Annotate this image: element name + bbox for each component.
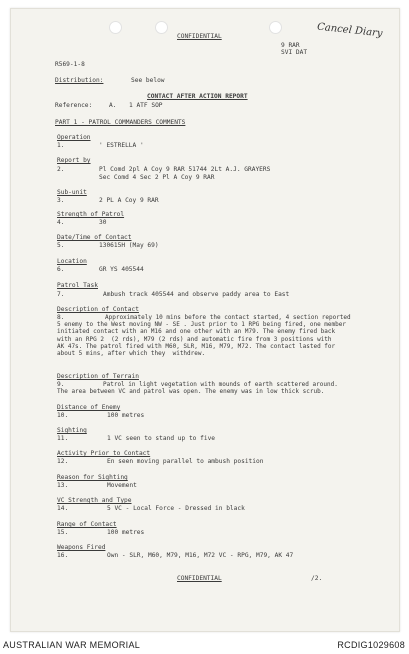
- classification-top: CONFIDENTIAL: [177, 33, 222, 40]
- document-sheet: [10, 8, 400, 632]
- distribution-value: See below: [131, 77, 165, 84]
- contact-description: Approximately 10 mins before the contact started, 4 section reported 5 enemy to the West moving NW - SE . Just prior to 1 RPG being fired, one member initiated contact with an M16 and one other with an M79. The enemy fired back with an RPG 2 (2 rds), M79 (2 rds) and automatic fire from 3 positions with AK 47s. The patrol fired with M60, SLR, M16, M79, M72. The contact lasted for about 5 mins, after which they withdrew.: [57, 314, 351, 358]
- reference-value: 1 ATF SOP: [129, 102, 163, 109]
- section-value-2: Sec Comd 4 Sec 2 Pl A Coy 9 RAR: [99, 174, 215, 181]
- section-value: En seen moving parallel to ambush position: [107, 458, 264, 465]
- section-number: 3.: [57, 197, 65, 204]
- section-heading: Date/Time of Contact: [57, 234, 132, 241]
- unit-line-2: SVI DAT: [281, 49, 308, 56]
- section-number: 14.: [57, 505, 69, 512]
- section-value: 130615H (May 69): [99, 242, 159, 249]
- section-heading: Strength of Patrol: [57, 211, 125, 218]
- section-heading: Sighting: [57, 427, 87, 434]
- section-value: Pl Comd 2pl A Coy 9 RAR 51744 2Lt A.J. GRAYERS: [99, 166, 271, 173]
- section-number: 7.: [57, 291, 65, 298]
- section-number: 15.: [57, 529, 69, 536]
- report-title: CONTACT AFTER ACTION REPORT: [147, 93, 248, 100]
- section-number: 12.: [57, 458, 69, 465]
- section-value: Movement: [107, 482, 137, 489]
- section-value: 1 VC seen to stand up to five: [107, 435, 216, 442]
- section-number: 4.: [57, 219, 65, 226]
- section-heading: Activity Prior to Contact: [57, 450, 151, 457]
- section-heading: Report by: [57, 157, 91, 164]
- section-heading: Weapons Fired: [57, 544, 106, 551]
- unit-line-1: 9 RAR: [281, 42, 300, 49]
- section-heading: Range of Contact: [57, 521, 117, 528]
- file-reference: R569-1-8: [55, 61, 85, 68]
- section-heading: VC Strength and Type: [57, 497, 132, 504]
- section-number: 6.: [57, 266, 65, 273]
- section-number: 10.: [57, 412, 69, 419]
- section-value: 30: [99, 219, 107, 226]
- section-number: 16.: [57, 552, 69, 559]
- section-value: GR YS 405544: [99, 266, 144, 273]
- section-value: 2 PL A Coy 9 RAR: [99, 197, 159, 204]
- section-heading: Location: [57, 258, 87, 265]
- reference-label: Reference:: [55, 102, 93, 109]
- section-number: 2.: [57, 166, 65, 173]
- reference-letter: A.: [109, 102, 117, 109]
- section-heading: Distance of Enemy: [57, 404, 121, 411]
- section-value: Own - SLR, M60, M79, M16, M72 VC - RPG, M79, AK 47: [107, 552, 294, 559]
- section-number: 8.: [57, 314, 65, 321]
- section-value: 100 metres: [107, 412, 145, 419]
- section-number: 13.: [57, 482, 69, 489]
- section-heading: Sub-unit: [57, 189, 87, 196]
- page-marker: /2.: [311, 575, 323, 582]
- section-heading: Reason for Sighting: [57, 474, 128, 481]
- terrain-description: Patrol in light vegetation with mounds of earth scattered around. The area between VC and patrol was open. The enemy was in low thick scrub.: [57, 381, 338, 396]
- punch-hole: [269, 21, 282, 34]
- distribution-label: Distribution:: [55, 77, 104, 84]
- part-title: PART 1 - PATROL COMMANDERS COMMENTS: [55, 119, 186, 126]
- section-number: 9.: [57, 381, 65, 388]
- section-number: 5.: [57, 242, 65, 249]
- footer-institution: AUSTRALIAN WAR MEMORIAL: [3, 640, 141, 650]
- section-number: 1.: [57, 142, 65, 149]
- section-heading: Description of Terrain: [57, 373, 139, 380]
- handwritten-note: Cancel Diary: [316, 21, 383, 40]
- punch-hole: [155, 21, 168, 34]
- section-heading: Patrol Task: [57, 282, 98, 289]
- section-number: 11.: [57, 435, 69, 442]
- footer-record-id: RCDIG1029608: [337, 640, 405, 650]
- punch-hole: [109, 21, 122, 34]
- section-value: Ambush track 405544 and observe paddy area to East: [103, 291, 290, 298]
- section-heading: Description of Contact: [57, 306, 139, 313]
- section-value: 5 VC - Local Force - Dressed in black: [107, 505, 245, 512]
- section-value: 100 metres: [107, 529, 145, 536]
- section-heading: Operation: [57, 134, 91, 141]
- classification-bottom: CONFIDENTIAL: [177, 575, 222, 582]
- section-value: ' ESTRELLA ': [99, 142, 144, 149]
